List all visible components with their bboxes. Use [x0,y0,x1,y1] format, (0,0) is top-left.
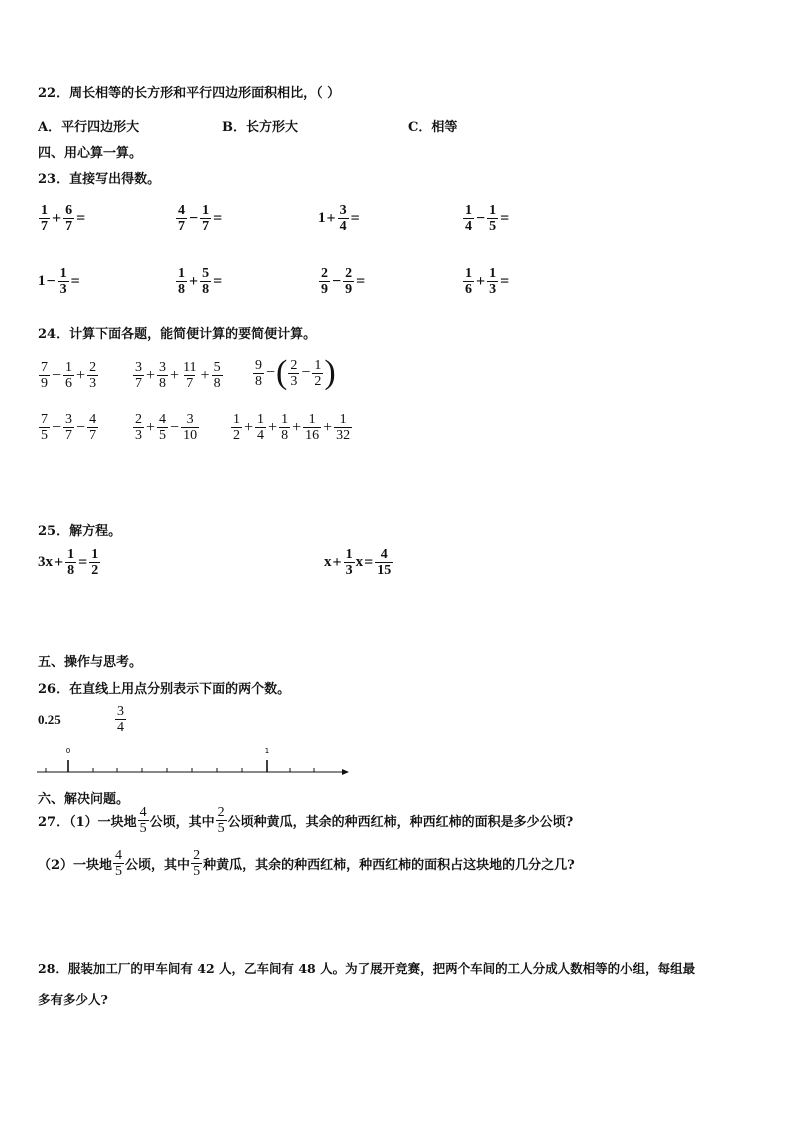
q24-expr-3: $\frac{9}{8}$ − ( $\frac{2}{3}$ − $\frac{1}{2}$ ) [255,354,336,391]
question-25-title: 25．解方程。 [38,524,122,539]
q25-equation-2: x + $\frac{1}{3}$ x = $\frac{4}{15}$ [324,547,392,578]
arrow-right-icon [342,769,349,775]
option-a[interactable]: A．平行四边形大 [38,120,140,135]
number-line[interactable] [37,744,357,784]
q23-expr-3: 1 + $\frac{3}{4}$ = [318,203,360,234]
q23-expr-6: $\frac{1}{8}$ + $\frac{5}{8}$ = [178,266,223,297]
q27-part-1: 27．（1）一块地 $\frac{4}{5}$ 公顷，其中 $\frac{2}{5}$ 公顷种黄瓜，其余的种西红柿，种西红柿的面积是多少公顷? [38,805,574,836]
question-24-title: 24．计算下面各题，能简便计算的要简便计算。 [38,327,317,342]
value-three-quarters: $\frac{3}{4}$ [117,704,124,735]
section-5-heading: 五、操作与思考。 [38,655,143,670]
q24-expr-5: $\frac{2}{3}$ + $\frac{4}{5}$ − $\frac{3}{10}$ [135,412,198,443]
section-6-heading: 六、解决问题。 [38,792,130,807]
q24-expr-1: $\frac{7}{9}$ − $\frac{1}{6}$ + $\frac{2}{3}$ [41,360,97,391]
q24-expr-6: $\frac{1}{2}$ + $\frac{1}{4}$ + $\frac{1}{8}$ + $\frac{1}{16}$ + $\frac{1}{32}$ [233,412,351,443]
tick-label-0: 0 [65,747,71,755]
q23-expr-8: $\frac{1}{6}$ + $\frac{1}{3}$ = [465,266,510,297]
question-28-line-1: 28．服装加工厂的甲车间有 42 人，乙车间有 48 人。为了展开竞赛，把两个车间的工人分成人数相等的小组，每组最 [38,961,696,976]
tick-label-1: 1 [264,747,270,755]
q23-expr-5: 1 − $\frac{1}{3}$ = [38,266,80,297]
question-23-title: 23．直接写出得数。 [38,172,161,187]
q25-equation-1: 3x + $\frac{1}{8}$ = $\frac{1}{2}$ [38,547,99,578]
value-0-25: 0.25 [38,712,61,727]
q27-part-2: （2）一块地 $\frac{4}{5}$ 公顷，其中 $\frac{2}{5}$ 种黄瓜，其余的种西红柿，种西红柿的面积占这块地的几分之几? [38,848,575,879]
question-28-line-2: 多有多少人? [38,992,108,1007]
question-22-stem: 22．周长相等的长方形和平行四边形面积相比，（ ） [38,86,341,101]
option-c[interactable]: C．相等 [408,120,458,135]
q24-expr-4: $\frac{7}{5}$ − $\frac{3}{7}$ − $\frac{4}{7}$ [41,412,97,443]
number-line-ticks [46,760,314,772]
q23-expr-7: $\frac{2}{9}$ − $\frac{2}{9}$ = [321,266,366,297]
question-26-title: 26．在直线上用点分别表示下面的两个数。 [38,682,291,697]
section-4-heading: 四、用心算一算。 [38,146,143,161]
q24-expr-2: $\frac{3}{7}$ + $\frac{3}{8}$ + $\frac{11}{7}$ + $\frac{5}{8}$ [135,360,221,391]
option-b[interactable]: B．长方形大 [222,120,298,135]
q23-expr-4: $\frac{1}{4}$ − $\frac{1}{5}$ = [465,203,510,234]
q23-expr-2: $\frac{4}{7}$ − $\frac{1}{7}$ = [178,203,223,234]
q23-expr-1: $\frac{1}{7}$ + $\frac{6}{7}$ = [41,203,86,234]
